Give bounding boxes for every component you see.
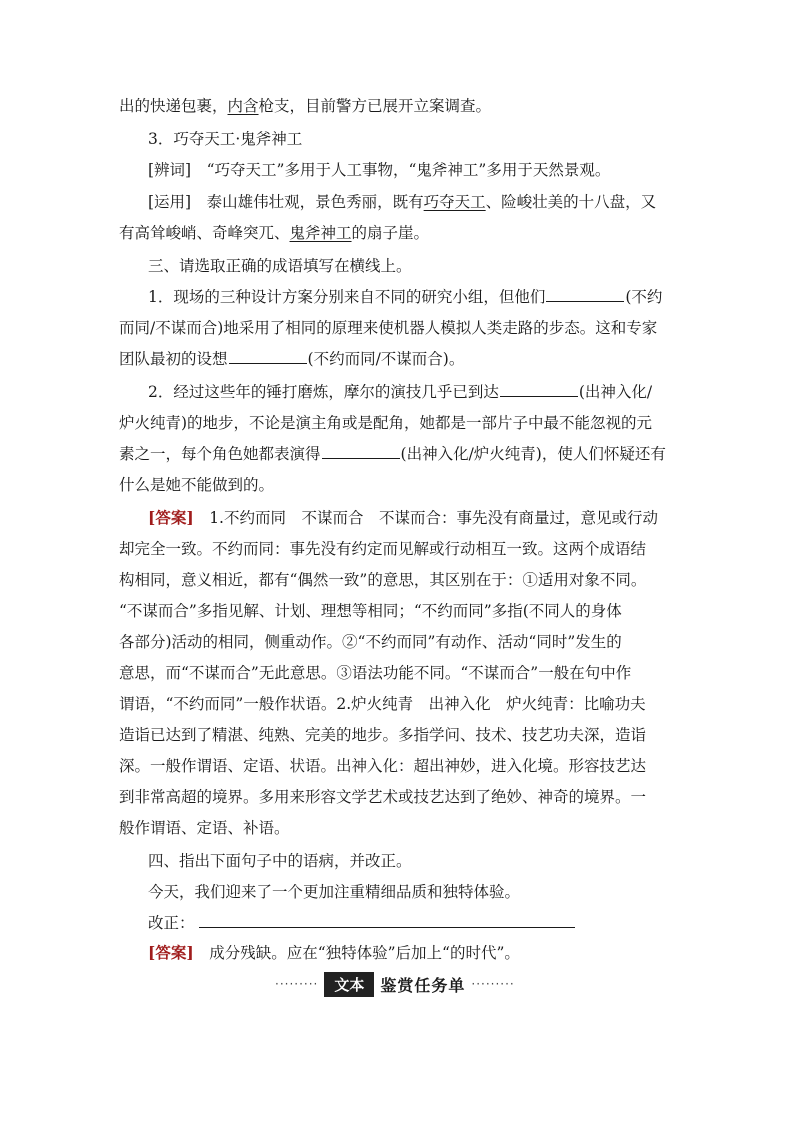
answer-tag: [答案] bbox=[148, 508, 194, 527]
question-line bbox=[148, 382, 652, 402]
answer-blank[interactable] bbox=[546, 287, 624, 302]
dotted-divider: ········· bbox=[275, 977, 319, 991]
section-heading: 四、指出下面句子中的语病，并改正。 bbox=[148, 852, 412, 870]
bianci-tag: [辨词] bbox=[148, 161, 192, 179]
text: 成分残缺。应在“独特体验”后加上“的时代”。 bbox=[209, 944, 520, 962]
correction-line bbox=[148, 913, 575, 933]
text: 出的快递包裹， bbox=[119, 97, 228, 115]
dotted-divider: ········· bbox=[471, 977, 515, 991]
text: 、险峻壮美的十八盘，又 bbox=[485, 193, 657, 211]
text-line: 深。一般作谓语、定语、状语。出神入化：超出神妙，进入化境。形容技艺达 bbox=[119, 757, 647, 775]
text: 的扇子崖。 bbox=[351, 224, 430, 242]
text: 团队最初的设想 bbox=[119, 350, 228, 368]
text-line: 造诣已达到了精湛、纯熟、完美的地步。多指学问、技术、技艺功夫深，造诣 bbox=[119, 726, 647, 744]
underlined-text: 巧夺天工 bbox=[423, 193, 486, 211]
text: 1．现场的三种设计方案分别来自不同的研究小组，但他们 bbox=[148, 288, 546, 306]
text: 有高耸峻峭、奇峰突兀、 bbox=[119, 224, 290, 242]
text-line: 般作谓语、定语、补语。 bbox=[119, 819, 290, 837]
text-line: 各部分)活动的相同，侧重动作。②“不约而同”有动作、活动“同时”发生的 bbox=[119, 633, 622, 651]
text-line: 炉火纯青)的地步，不论是演主角或是配角，她都是一部片子中最不能忽视的元 bbox=[119, 414, 653, 432]
answer-blank[interactable] bbox=[322, 444, 400, 459]
text: (不约 bbox=[625, 288, 663, 306]
answer-line bbox=[148, 508, 658, 528]
answer-blank[interactable] bbox=[500, 382, 578, 397]
answer-line bbox=[148, 943, 520, 963]
text-line bbox=[119, 444, 666, 464]
yunyong-tag: [运用] bbox=[148, 193, 192, 211]
text-line bbox=[119, 349, 464, 369]
underlined-text: 鬼斧神工 bbox=[289, 224, 352, 242]
correction-blank[interactable] bbox=[199, 913, 575, 928]
sentence-line: 今天，我们迎来了一个更加注重精细品质和独特体验。 bbox=[148, 883, 521, 901]
text: 2．经过这些年的锤打磨炼，摩尔的演技几乎已到达 bbox=[148, 383, 499, 401]
answer-blank[interactable] bbox=[229, 349, 307, 364]
text: 1.不约而同 不谋而合 不谋而合：事先没有商量过，意见或行动 bbox=[209, 509, 658, 527]
text-line: 而同/不谋而合)地采用了相同的原理来使机器人模拟人类走路的步态。这和专家 bbox=[119, 319, 658, 337]
text-line: 却完全一致。不约而同：事先没有约定而见解或行动相互一致。这两个成语结 bbox=[119, 540, 647, 558]
banner-label-box: 文本 bbox=[324, 972, 374, 997]
text-line: 构相同，意义相近，都有“偶然一致”的意思，其区别在于：①适用对象不同。 bbox=[119, 571, 647, 589]
answer-tag: [答案] bbox=[148, 943, 194, 962]
yunyong-line bbox=[148, 192, 656, 212]
item-heading: 3．巧夺天工·鬼斧神工 bbox=[148, 130, 303, 148]
underlined-text: 内含 bbox=[227, 97, 259, 115]
text: 素之一，每个角色她都表演得 bbox=[119, 445, 321, 463]
text-line: 谓语，“不约而同”一般作状语。2.炉火纯青 出神入化 炉火纯青：比喻功夫 bbox=[119, 695, 646, 713]
bianci-line bbox=[148, 160, 610, 180]
text-line: 到非常高超的境界。多用来形容文学艺术或技艺达到了绝妙、神奇的境界。一 bbox=[119, 788, 647, 806]
text: (不约而同/不谋而合)。 bbox=[307, 350, 465, 368]
text-line: 什么是她不能做到的。 bbox=[119, 476, 275, 494]
correction-label: 改正： bbox=[148, 914, 195, 932]
text-line bbox=[119, 96, 491, 116]
text-line bbox=[119, 223, 429, 243]
banner-title: 鉴赏任务单 bbox=[380, 975, 466, 995]
section-heading: 三、请选取正确的成语填写在横线上。 bbox=[148, 257, 412, 275]
question-line bbox=[148, 287, 662, 307]
text-line: “不谋而合”多指见解、计划、理想等相同；“不约而同”多指(不同人的身体 bbox=[119, 602, 622, 620]
text: “巧夺天工”多用于人工事物，“鬼斧神工”多用于天然景观。 bbox=[206, 161, 611, 179]
section-banner bbox=[275, 972, 515, 996]
text: 枪支，目前警方已展开立案调查。 bbox=[258, 97, 492, 115]
text-line: 意思，而“不谋而合”无此意思。③语法功能不同。“不谋而合”一般在句中作 bbox=[119, 664, 632, 682]
text: (出神入化/炉火纯青)，使人们怀疑还有 bbox=[400, 445, 666, 463]
text: (出神入化/ bbox=[578, 383, 653, 401]
text: 泰山雄伟壮观，景色秀丽，既有 bbox=[206, 193, 424, 211]
